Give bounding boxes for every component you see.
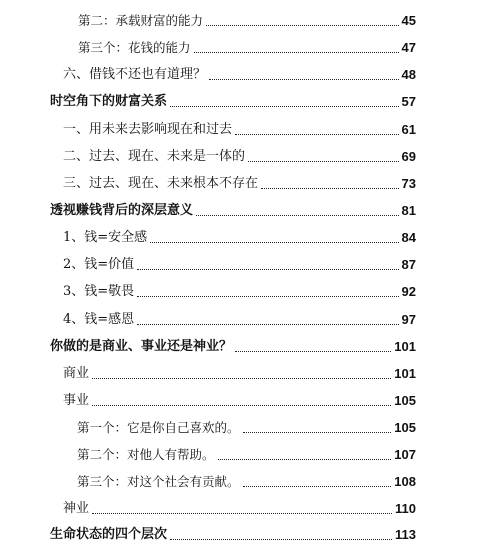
toc-entry-title: 透视赚钱背后的深层意义 [50, 203, 194, 218]
toc-entry-page: 113 [395, 527, 416, 542]
dot-leader [92, 405, 391, 406]
dot-leader [209, 79, 399, 80]
toc-entry-title: 事业 [63, 393, 90, 408]
dot-leader [248, 161, 399, 162]
toc-entry[interactable] [50, 331, 416, 355]
toc-entry-page: 107 [394, 447, 416, 462]
toc-entry[interactable] [63, 249, 416, 273]
dot-leader [137, 324, 398, 325]
toc-entry[interactable] [50, 519, 416, 543]
toc-entry-title: 4、钱=感恩 [63, 312, 135, 327]
toc-entry-page: 47 [401, 40, 416, 55]
toc-entry-title: 3、钱=敬畏 [63, 284, 135, 299]
dot-leader [170, 106, 399, 107]
toc-entry-page: 48 [401, 67, 416, 82]
toc-entry[interactable] [63, 358, 416, 382]
toc-entry[interactable] [63, 141, 416, 165]
toc-entry-title: 生命状态的四个层次 [50, 527, 168, 542]
dot-leader [92, 378, 391, 379]
toc-entry-title: 2、钱=价值 [63, 257, 135, 272]
dot-leader [92, 513, 392, 514]
toc-entry[interactable] [63, 222, 416, 246]
toc-entry-page: 87 [401, 257, 416, 272]
dot-leader [218, 459, 392, 460]
toc-entry[interactable] [50, 195, 416, 219]
toc-entry-page: 45 [401, 13, 416, 28]
toc-entry-title: 1、钱=安全感 [63, 230, 148, 245]
toc-entry-page: 92 [401, 284, 416, 299]
dot-leader [170, 539, 392, 540]
toc-entry-title: 商业 [63, 366, 90, 381]
toc-entry-title: 第二个：对他人有帮助。 [77, 447, 215, 462]
toc-entry-title: 第一个：它是你自己喜欢的。 [77, 420, 240, 435]
toc-entry[interactable] [63, 276, 416, 300]
toc-entry-title: 三、过去、现在、未来根本不存在 [63, 176, 259, 191]
toc-entry[interactable] [63, 59, 416, 83]
toc-entry-title: 第三个：对这个社会有贡献。 [77, 474, 240, 489]
toc-entry-page: 101 [394, 339, 416, 354]
toc-entry[interactable] [63, 114, 416, 138]
toc-entry-title: 第二：承载财富的能力 [78, 13, 204, 28]
dot-leader [235, 134, 399, 135]
dot-leader [206, 25, 399, 26]
toc-entry-page: 101 [394, 366, 416, 381]
toc-entry[interactable] [63, 493, 416, 517]
toc-entry[interactable] [77, 412, 416, 436]
toc-entry-page: 81 [401, 203, 416, 218]
toc-entry-page: 61 [401, 122, 416, 137]
toc-entry-page: 110 [395, 501, 416, 516]
dot-leader [261, 188, 399, 189]
dot-leader [137, 296, 398, 297]
toc-entry[interactable] [78, 5, 416, 29]
toc-entry-page: 105 [394, 393, 416, 408]
toc-entry-page: 84 [401, 230, 416, 245]
toc-entry-page: 73 [401, 176, 416, 191]
dot-leader [196, 215, 399, 216]
toc-entry-page: 105 [394, 420, 416, 435]
toc-entry-title: 时空角下的财富关系 [50, 94, 168, 109]
toc-entry[interactable] [77, 466, 416, 490]
toc-entry[interactable] [63, 304, 416, 328]
dot-leader [194, 52, 399, 53]
dot-leader [150, 242, 398, 243]
toc-entry-title: 第三个：花钱的能力 [78, 40, 191, 55]
toc-entry-title: 一、用未来去影响现在和过去 [63, 122, 233, 137]
toc-entry[interactable] [78, 32, 416, 56]
toc-entry[interactable] [63, 385, 416, 409]
dot-leader [243, 486, 392, 487]
toc-entry-page: 97 [401, 312, 416, 327]
toc-entry-title: 神业 [63, 501, 90, 516]
toc-entry-title: 你做的是商业、事业还是神业？ [50, 339, 233, 354]
toc-entry-title: 二、过去、现在、未来是一体的 [63, 149, 246, 164]
dot-leader [243, 432, 392, 433]
toc-entry[interactable] [63, 168, 416, 192]
toc-entry[interactable] [77, 439, 416, 463]
dot-leader [137, 269, 398, 270]
toc-entry-page: 57 [401, 94, 416, 109]
toc-entry-page: 69 [401, 149, 416, 164]
toc-entry-title: 六、借钱不还也有道理？ [63, 67, 207, 82]
toc-entry-page: 108 [394, 474, 416, 489]
toc-entry[interactable] [50, 86, 416, 110]
dot-leader [235, 351, 391, 352]
